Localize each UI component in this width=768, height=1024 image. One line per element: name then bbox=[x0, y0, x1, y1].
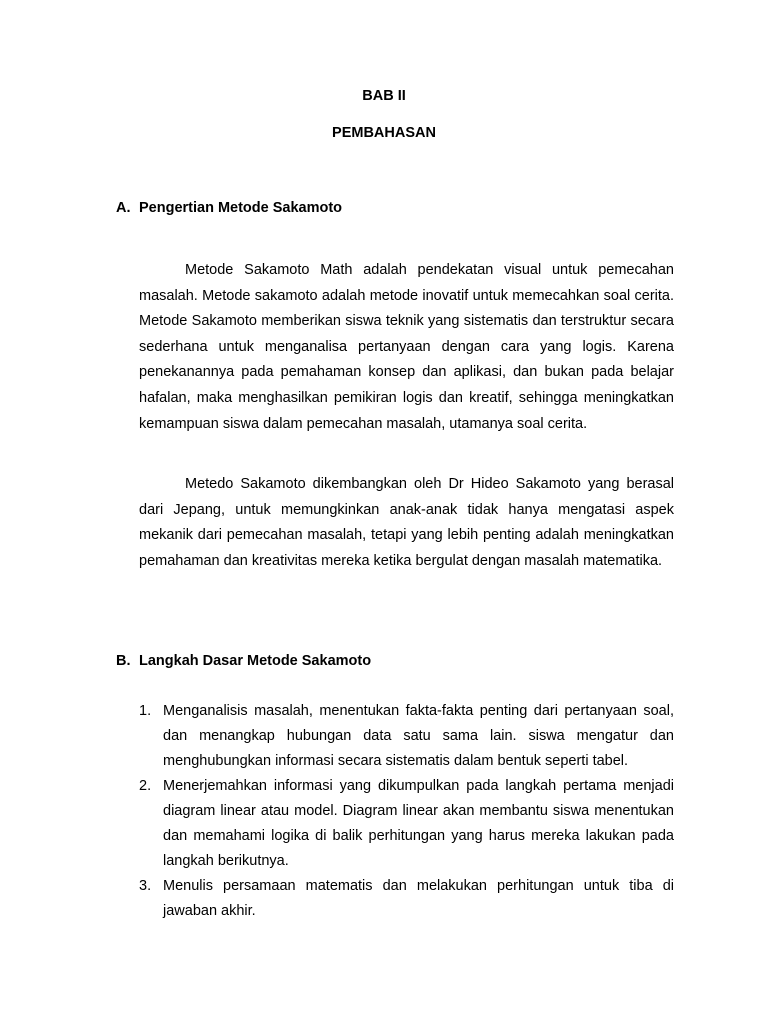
list-item bbox=[139, 774, 674, 874]
list-item bbox=[139, 699, 674, 774]
section-heading-a bbox=[116, 199, 342, 217]
list-item-text: Menganalisis masalah, menentukan fakta-fakta penting dari pertanyaan soal, dan menangkap hubungan data satu sama lain. siswa mengatur dan menghubungkan informasi secara sistematis dalam bentuk seperti tabel. bbox=[163, 703, 674, 769]
list-item bbox=[139, 874, 674, 924]
section-heading-b bbox=[116, 652, 371, 670]
section-letter: A. bbox=[116, 200, 131, 216]
list-item-text: Menerjemahkan informasi yang dikumpulkan pada langkah pertama menjadi diagram linear atau model. Diagram linear akan membantu siswa menentukan dan memahami logika di balik perhitungan yang harus mereka lakukan pada langkah berikutnya. bbox=[163, 778, 674, 869]
chapter-number: BAB II bbox=[362, 88, 406, 104]
section-letter: B. bbox=[116, 653, 131, 669]
list-item-number: 2. bbox=[139, 778, 152, 794]
chapter-title: PEMBAHASAN bbox=[332, 125, 436, 141]
list-item-number: 3. bbox=[139, 878, 152, 894]
paragraph: Metode Sakamoto Math adalah pendekatan visual untuk pemecahan masalah. Metode sakamoto adalah metode inovatif untuk memecahkan soal cerita. Metode Sakamoto memberikan siswa teknik yang sistematis dan terstruktur secara sederhana untuk menganalisa pertanyaan dengan cara yang logis. Karena penekanannya pada pemahaman konsep dan aplikasi, dan bukan pada belajar hafalan, maka menghasilkan pemikiran logis dan kreatif, sehingga meningkatkan kemampuan siswa dalam pemecahan masalah, utamanya soal cerita. bbox=[139, 262, 674, 432]
list-item-number: 1. bbox=[139, 703, 152, 719]
steps-list bbox=[139, 699, 674, 924]
paragraph: Metedo Sakamoto dikembangkan oleh Dr Hideo Sakamoto yang berasal dari Jepang, untuk memungkinkan anak-anak tidak hanya mengatasi aspek mekanik dari pemecahan masalah, tetapi yang lebih penting adalah meningkatkan pemahaman dan kreativitas mereka ketika bergulat dengan masalah matematika. bbox=[139, 476, 674, 569]
section-title: Langkah Dasar Metode Sakamoto bbox=[139, 653, 372, 669]
section-title: Pengertian Metode Sakamoto bbox=[139, 200, 343, 216]
list-item-text: Menulis persamaan matematis dan melakukan perhitungan untuk tiba di jawaban akhir. bbox=[163, 878, 674, 919]
